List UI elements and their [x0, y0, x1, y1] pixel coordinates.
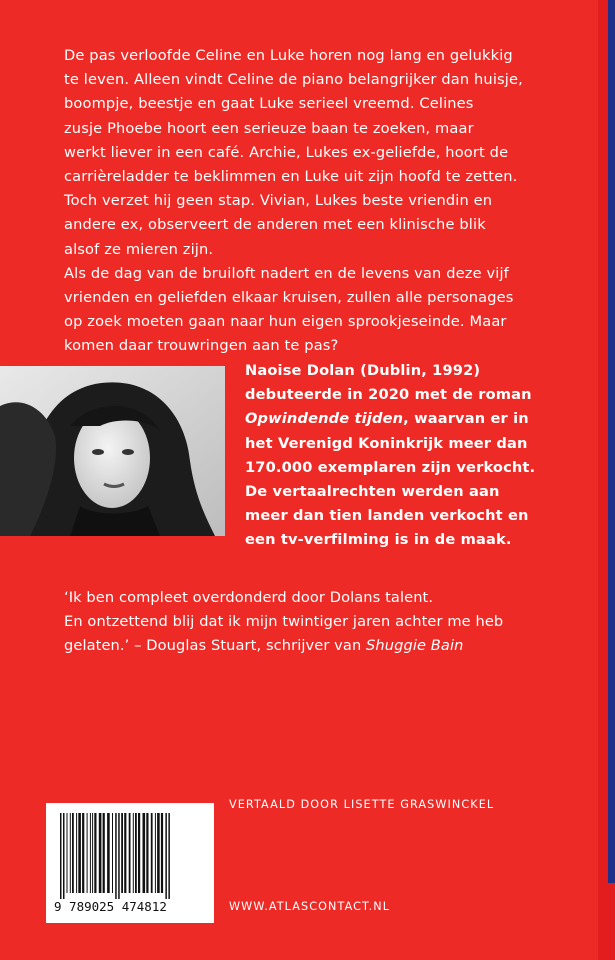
barcode-bar: [72, 813, 74, 893]
barcode-bar: [124, 813, 126, 893]
bio-line: Naoise Dolan (Dublin, 1992): [245, 362, 481, 379]
barcode-bar: [133, 813, 134, 893]
barcode-bar: [70, 813, 71, 893]
bio-line: [245, 407, 595, 431]
barcode-bar: [115, 813, 117, 899]
isbn-barcode: [46, 803, 214, 923]
quote-attribution: gelaten.’ – Douglas Stuart, schrijver van: [64, 637, 367, 655]
barcode-bar: [103, 813, 105, 893]
barcode-bar: [87, 813, 88, 893]
barcode-bar: [99, 813, 102, 893]
bio-line: 170.000 exemplaren zijn verkocht.: [245, 458, 536, 476]
bio-line: De vertaalrechten werden aan: [245, 483, 500, 501]
barcode-bar: [82, 813, 84, 893]
quote-line: En ontzettend blij dat ik mijn twintiger jaren achter me heb: [64, 613, 504, 631]
translator-credit: VERTAALD DOOR LISETTE GRASWINCKEL: [229, 798, 495, 811]
barcode-bar: [135, 813, 137, 893]
barcode-bar: [161, 813, 163, 893]
barcode-bar: [60, 813, 62, 899]
bio-line: meer dan tien landen verkocht en: [245, 507, 529, 525]
blurb-line: zusje Phoebe hoort een serieuze baan te zoeken, maar: [64, 119, 474, 137]
barcode-bar: [112, 813, 113, 893]
barcode-bar: [92, 813, 93, 893]
author-portrait-image: [0, 366, 225, 536]
barcode-bar: [143, 813, 146, 893]
bio-line: debuteerde in 2020 met de roman: [245, 386, 532, 404]
barcode-bar: [146, 813, 148, 893]
blurb-line: op zoek moeten gaan naar hun eigen sprookjeseinde. Maar: [64, 313, 507, 331]
author-bio: [245, 359, 595, 553]
barcode-bar: [157, 813, 160, 893]
barcode-bar: [121, 813, 123, 893]
blurb-line: andere ex, observeert de anderen met een klinische blik: [64, 216, 486, 234]
blurb-line: alsof ze mieren zijn.: [64, 240, 214, 258]
quote-line: ‘Ik ben compleet overdonderd door Dolans talent.: [64, 589, 434, 606]
blurb-line: komen daar trouwringen aan te pas?: [64, 337, 339, 355]
barcode-bar: [118, 813, 120, 899]
barcode-bar: [63, 813, 65, 899]
barcode-bar: [94, 813, 96, 893]
blurb-line: Als de dag van de bruiloft nadert en de levens van deze vijf: [64, 264, 509, 282]
book-title: Opwindende tijden: [245, 410, 404, 428]
blurb-line: carrièreladder te beklimmen en Luke uit zijn hoofd te zetten.: [64, 168, 518, 186]
isbn-number: 9 789025 474812: [54, 899, 167, 914]
spine-blue-stripe: [608, 0, 615, 883]
bio-line-rest: , waarvan er in: [403, 410, 529, 428]
bio-line: het Verenigd Koninkrijk meer dan: [245, 434, 528, 452]
barcode-bar: [107, 813, 110, 893]
blurb-line: Toch verzet hij geen stap. Vivian, Lukes beste vriendin en: [64, 192, 493, 210]
blurb-line: De pas verloofde Celine en Luke horen nog lang en gelukkig: [64, 47, 513, 64]
barcode-bar: [129, 813, 131, 893]
bio-line: een tv-verfilming is in de maak.: [245, 531, 512, 549]
publisher-website: WWW.ATLASCONTACT.NL: [229, 900, 391, 913]
barcode-bar: [151, 813, 153, 893]
blurb-text: [64, 44, 584, 359]
barcode-bar: [78, 813, 81, 893]
barcode-bar: [168, 813, 170, 899]
author-photo: [0, 366, 225, 536]
barcode-bar: [67, 813, 68, 893]
barcode-bar: [90, 813, 91, 893]
blurb-line: vrienden en geliefden elkaar kruisen, zullen alle personages: [64, 289, 514, 307]
barcode-bar: [155, 813, 156, 893]
quoted-book-title: Shuggie Bain: [366, 637, 464, 655]
blurb-line: boompje, beestje en gaat Luke serieel vreemd. Celines: [64, 95, 474, 113]
quote-line: [64, 634, 584, 658]
barcode-bar: [165, 813, 167, 899]
blurb-line: te leven. Alleen vindt Celine de piano belangrijker dan huisje,: [64, 71, 523, 89]
review-quote: [64, 586, 584, 659]
barcode-bar: [138, 813, 140, 893]
blurb-line: werkt liever in een café. Archie, Lukes ex-geliefde, hoort de: [64, 143, 509, 161]
barcode-bar: [76, 813, 77, 893]
